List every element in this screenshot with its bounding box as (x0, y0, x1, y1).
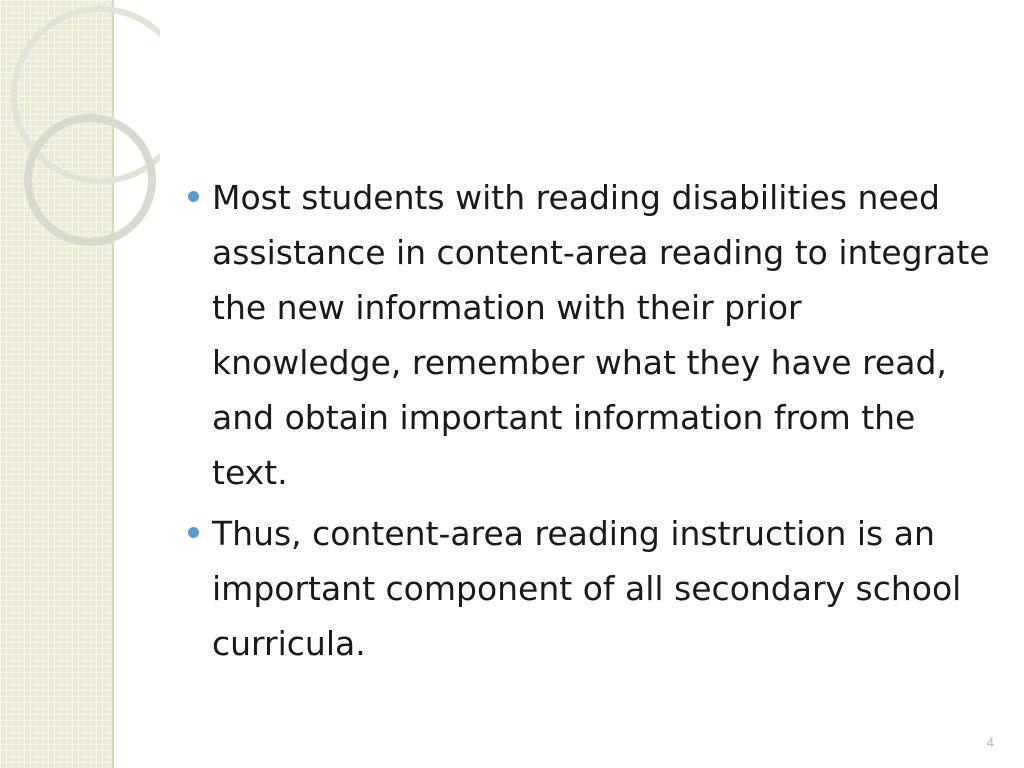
bullet-item (186, 170, 998, 500)
bullet-text: Most students with reading disabilities need assistance in content-area reading to integrate the new information with their prior knowledge, remember what they have read, and obtain important information from the text. (212, 178, 990, 492)
page-number: 4 (986, 735, 994, 750)
bullet-list (186, 170, 998, 677)
bullet-dot-icon (188, 191, 199, 202)
decorative-rings (0, 0, 160, 260)
bullet-item (186, 506, 998, 671)
bullet-text: Thus, content-area reading instruction is an important component of all secondary school curricula. (212, 514, 962, 663)
bullet-dot-icon (188, 527, 199, 538)
